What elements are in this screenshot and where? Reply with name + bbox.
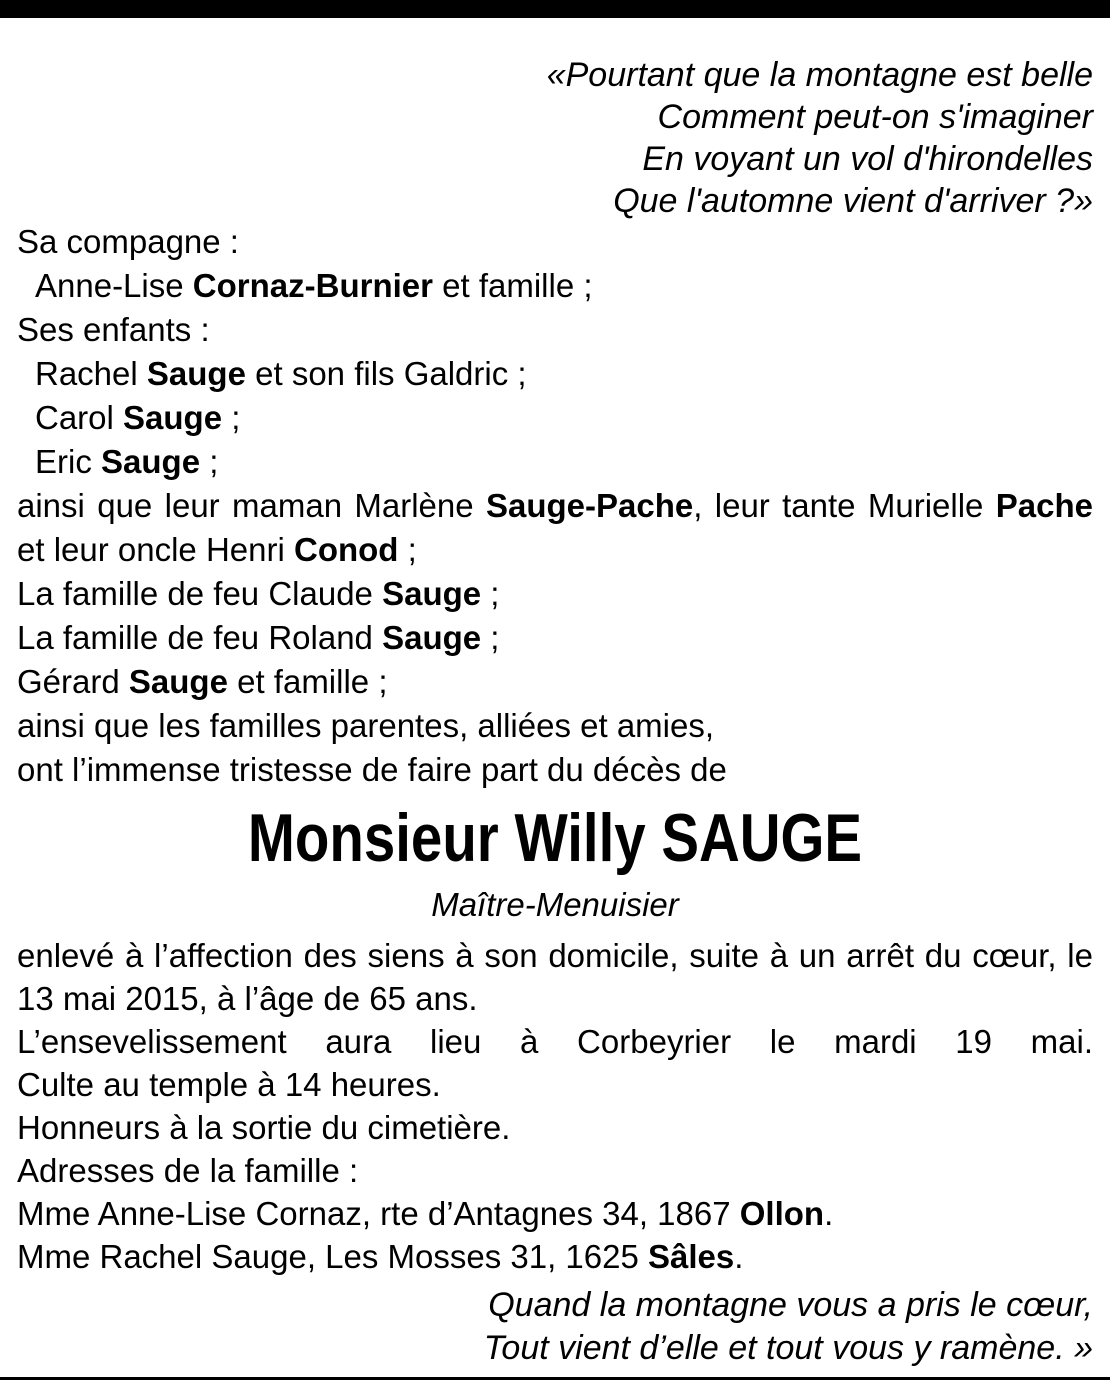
opening-quote-line-4: Que l'automne vient d'arriver ?»	[613, 182, 1093, 220]
death-date-line: 13 mai 2015, à l’âge de 65 ans.	[17, 980, 478, 1017]
address-text: Mme Rachel Sauge, Les Mosses 31, 1625	[17, 1238, 639, 1275]
announcement-line: ont l’immense tristesse de faire part du décès de	[17, 751, 727, 788]
honours-line: Honneurs à la sortie du cimetière.	[17, 1109, 511, 1146]
mother-intro: ainsi que leur maman Marlène	[17, 487, 474, 524]
service-line: Culte au temple à 14 heures.	[17, 1066, 441, 1103]
burial-line: L’ensevelissement aura lieu à Corbeyrier le mardi 19 mai.	[17, 1023, 1093, 1060]
address-end: .	[734, 1238, 744, 1275]
given-name: Anne-Lise	[35, 267, 184, 304]
surname: Cornaz-Burnier	[192, 267, 433, 304]
companion-entry	[17, 264, 1093, 308]
addresses-heading: Adresses de la famille :	[17, 1152, 359, 1189]
entry-suffix: et son fils Galdric ;	[255, 355, 527, 392]
aunt-surname: Pache	[995, 487, 1094, 524]
surname: Sauge	[101, 443, 201, 480]
relative-entry	[17, 660, 1093, 704]
opening-quote-line-1: «Pourtant que la montagne est belle	[546, 56, 1093, 94]
relative-intro: Gérard	[17, 663, 120, 700]
death-circumstances-line: enlevé à l’affection des siens à son domicile, suite à un arrêt du cœur, le	[17, 937, 1093, 974]
opening-quote-line-3: En voyant un vol d'hirondelles	[642, 140, 1093, 178]
surname: Sauge	[123, 399, 223, 436]
entry-suffix: ;	[209, 443, 219, 480]
funeral-details	[17, 934, 1093, 1278]
mother-aunt-entry	[17, 484, 1093, 528]
bottom-border-rule	[0, 1377, 1110, 1380]
address-text: Mme Anne-Lise Cornaz, rte d’Antagnes 34, 1867	[17, 1195, 731, 1232]
address-town: Ollon	[739, 1195, 825, 1232]
address-end: .	[824, 1195, 834, 1232]
relative-entry	[17, 572, 1093, 616]
surname: Sauge	[128, 663, 228, 700]
relative-entry	[17, 616, 1093, 660]
surname: Sauge	[382, 619, 482, 656]
deceased-profession: Maître-Menuisier	[431, 886, 679, 923]
family-address	[17, 1192, 1093, 1235]
given-name: Carol	[35, 399, 114, 436]
family-address	[17, 1235, 1093, 1278]
closing-quote	[17, 1284, 1093, 1370]
given-name: Rachel	[35, 355, 138, 392]
child-entry	[17, 352, 1093, 396]
entry-suffix: ;	[231, 399, 241, 436]
aunt-intro: , leur tante Murielle	[693, 487, 984, 524]
top-border-bar	[0, 0, 1110, 18]
children-heading: Ses enfants :	[17, 311, 210, 348]
surname: Sauge	[146, 355, 246, 392]
opening-quote-line-2: Comment peut-on s'imaginer	[657, 98, 1093, 136]
surname: Sauge	[382, 575, 482, 612]
given-name: Eric	[35, 443, 92, 480]
entry-suffix: ;	[490, 619, 500, 656]
entry-suffix: ;	[490, 575, 500, 612]
mother-surname: Sauge-Pache	[485, 487, 694, 524]
uncle-intro: et leur oncle Henri	[17, 531, 285, 568]
relative-intro: La famille de feu Roland	[17, 619, 373, 656]
deceased-name-block	[0, 798, 1110, 878]
entry-suffix: et famille ;	[442, 267, 593, 304]
child-entry	[17, 440, 1093, 484]
uncle-entry	[17, 528, 1093, 572]
relative-intro: La famille de feu Claude	[17, 575, 373, 612]
surname: Conod	[293, 531, 399, 568]
closing-quote-line-2: Tout vient d’elle et tout vous y ramène. »	[483, 1329, 1093, 1367]
closing-quote-line-1: Quand la montagne vous a pris le cœur,	[488, 1286, 1093, 1324]
child-entry	[17, 396, 1093, 440]
extended-family-line: ainsi que les familles parentes, alliées et amies,	[17, 707, 715, 744]
entry-suffix: et famille ;	[237, 663, 388, 700]
companion-heading: Sa compagne :	[17, 223, 239, 260]
opening-quote	[17, 54, 1093, 222]
family-announcement	[17, 220, 1093, 792]
deceased-name: Monsieur Willy SAUGE	[247, 800, 863, 876]
address-town: Sâles	[648, 1238, 735, 1275]
entry-suffix: ;	[407, 531, 417, 568]
